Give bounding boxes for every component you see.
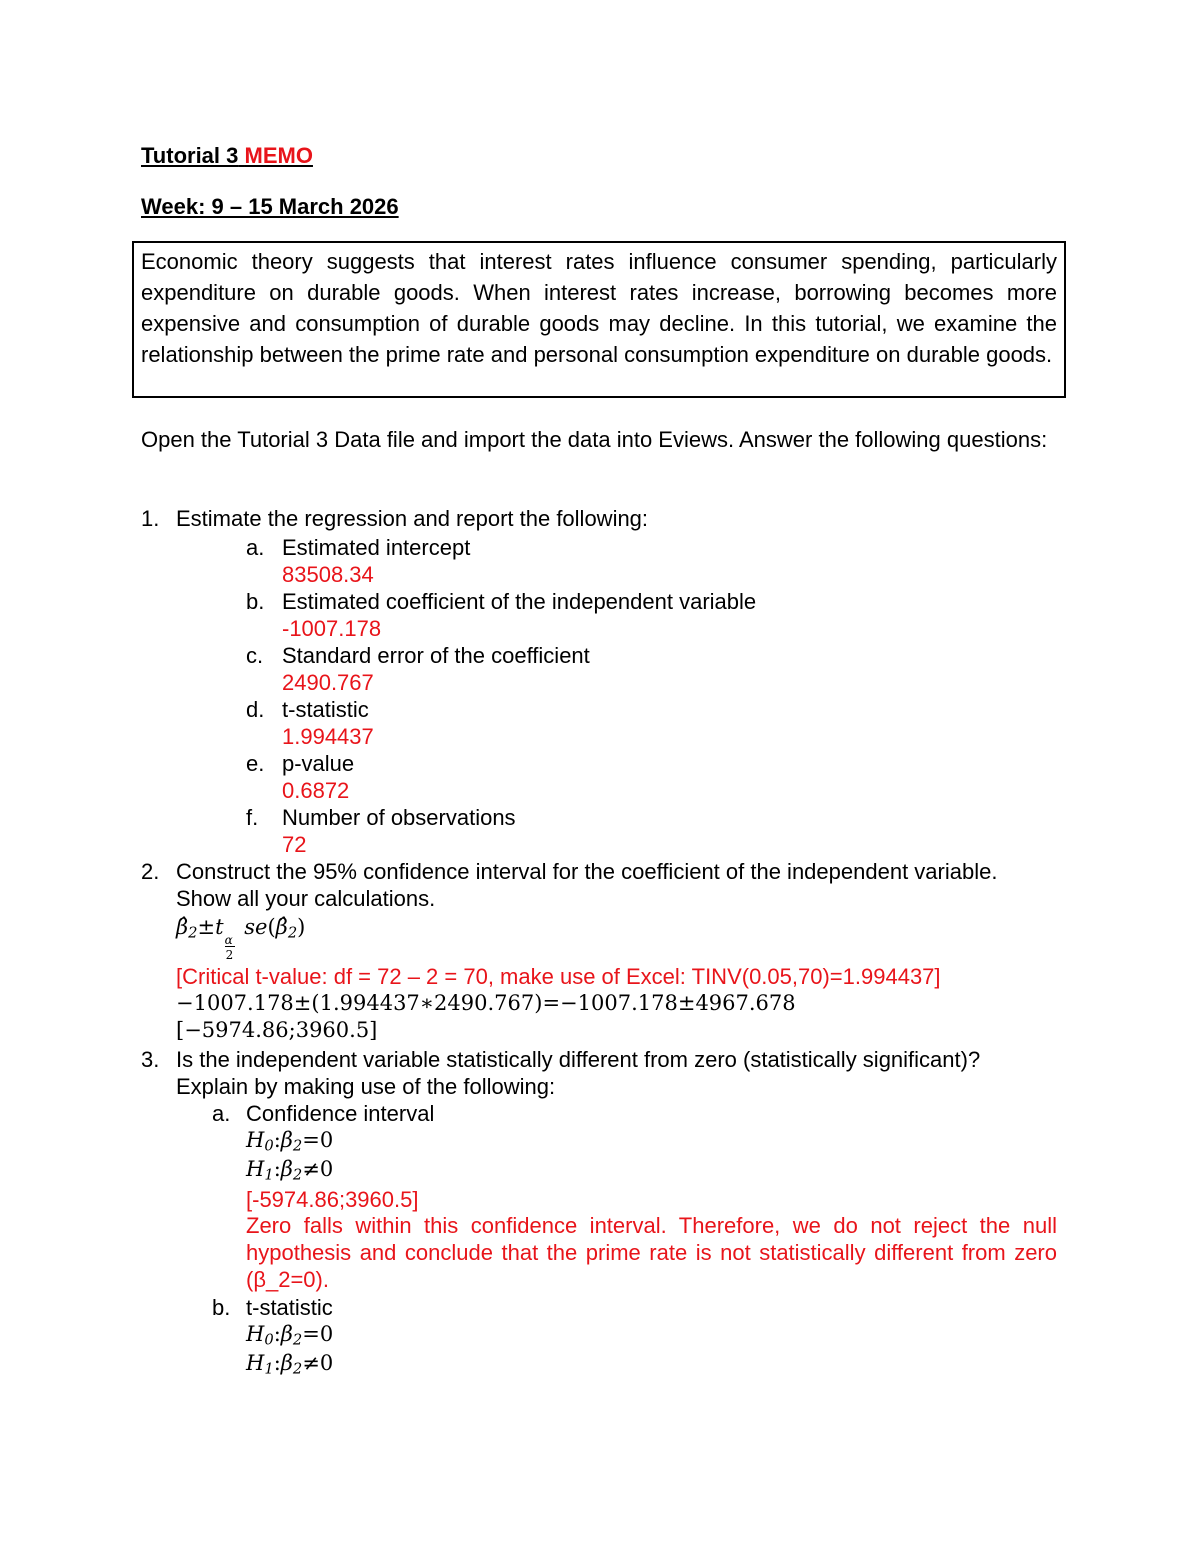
q1a-letter: a. [246,535,265,560]
q1f-answer: 72 [282,832,307,857]
q3-line1: Is the independent variable statistically different from zero (statistically significant)? [176,1047,981,1072]
q2-interval: [−5974.86;3960.5] [176,1018,378,1042]
q1-text: Estimate the regression and report the following: [176,506,649,531]
q1c-letter: c. [246,643,264,668]
q3-line2: Explain by making use of the following: [176,1074,556,1099]
q2-line1: Construct the 95% confidence interval for the coefficient of the independent variable. [176,859,998,884]
q1e-label: p-value [282,751,355,776]
q3a-h0: $H_0:\beta_2=0$ [246,1128,334,1155]
q1c-label: Standard error of the coefficient [282,643,590,668]
title-prefix: Tutorial 3 [141,143,239,168]
q2-calculation: −1007.178±(1.994437∗2490.767)=−1007.178±4967.678 [176,991,796,1015]
q1e-answer: 0.6872 [282,778,350,803]
q3b-h1: $H_1:\beta_2\ne 0$ [246,1351,334,1378]
q3a-letter: a. [212,1101,231,1126]
q1b-letter: b. [246,589,265,614]
q1a-answer: 83508.34 [282,562,374,587]
ci-formula: $\betâ_2\pm t$ $\frac{\alpha}{2}$ $se(\betâ_2)$ [176,915,306,962]
q1e-letter: e. [246,751,265,776]
q1f-label: Number of observations [282,805,516,830]
instructions-text: Open the Tutorial 3 Data file and import the data into Eviews. Answer the following questions: [141,427,1048,452]
q1b-label: Estimated coefficient of the independent variable [282,589,757,614]
q3a-label: Confidence interval [246,1101,435,1126]
q3a-interval: [-5974.86;3960.5] [246,1187,419,1212]
q1c-answer: 2490.767 [282,670,374,695]
q3a-conclusion: Zero falls within this confidence interval. Therefore, we do not reject the null hypothesis and conclude that the prime rate is not statistically different from zero (β_2=0). [246,1213,1057,1292]
page-title [141,145,313,167]
intro-box-text: Economic theory suggests that interest rates influence consumer spending, particularly expenditure on durable goods. When interest rates increase, borrowing becomes more expensive and consumption of durable goods may decline. In this tutorial, we examine the relationship between the prime rate and personal consumption expenditure on durable goods. [141,249,1057,367]
q1a-label: Estimated intercept [282,535,471,560]
q1d-label: t-statistic [282,697,369,722]
q2-line2: Show all your calculations. [176,886,436,911]
q1d-letter: d. [246,697,265,722]
q1d-answer: 1.994437 [282,724,374,749]
q1f-letter: f. [246,805,259,830]
q3a-h1: $H_1:\beta_2\ne 0$ [246,1157,334,1184]
q2-number: 2. [141,859,160,884]
q2-critical-value: [Critical t-value: df = 72 – 2 = 70, make use of Excel: TINV(0.05,70)=1.994437] [176,964,941,989]
q1b-answer: -1007.178 [282,616,382,641]
title-memo: MEMO [244,143,313,168]
week-line: Week: 9 – 15 March 2026 [141,194,399,219]
q3-number: 3. [141,1047,160,1072]
q3b-h0: $H_0:\beta_2=0$ [246,1322,334,1349]
q1-number: 1. [141,506,160,531]
q3b-letter: b. [212,1295,231,1320]
q3b-label: t-statistic [246,1295,333,1320]
